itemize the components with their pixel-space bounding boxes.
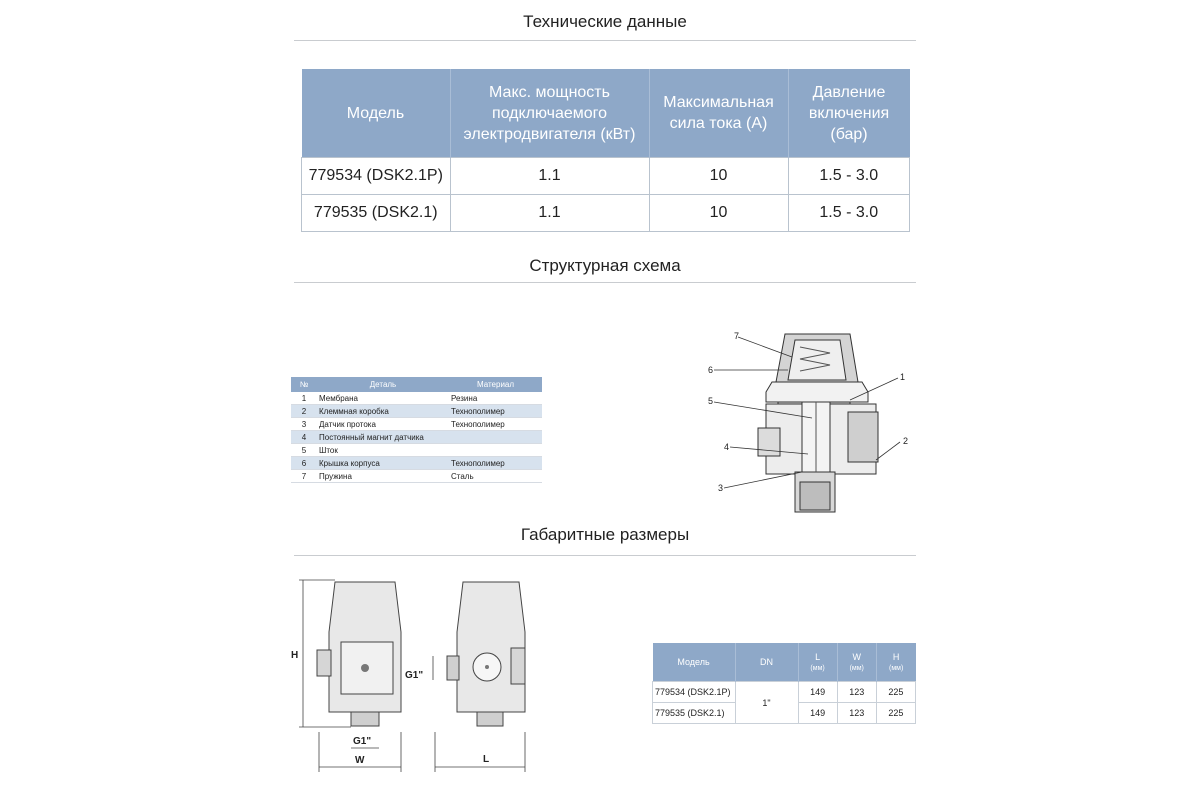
part-number: 1 xyxy=(291,392,317,405)
col-current: Максимальная сила тока (А) xyxy=(649,69,788,158)
table-row xyxy=(653,682,916,703)
tech-divider xyxy=(294,40,916,41)
dim-label-l: L xyxy=(483,754,490,765)
cell-w: 123 xyxy=(837,682,876,703)
dimensions-section-title: Габаритные размеры xyxy=(520,525,690,544)
table-row xyxy=(291,431,542,444)
cell-pressure: 1.5 - 3.0 xyxy=(788,158,910,195)
cell-current: 10 xyxy=(649,195,788,232)
col-w xyxy=(837,643,876,682)
col-model: Модель xyxy=(653,643,736,682)
structure-section-title: Структурная схема xyxy=(529,256,681,275)
tech-section-title: Технические данные xyxy=(523,12,687,31)
cell-model: 779534 (DSK2.1P) xyxy=(302,158,451,195)
table-row xyxy=(291,418,542,431)
part-number: 7 xyxy=(291,470,317,483)
parts-table xyxy=(291,377,542,483)
part-number: 6 xyxy=(291,457,317,470)
callout-3: 3 xyxy=(718,483,724,493)
part-material xyxy=(449,431,542,444)
table-row xyxy=(302,195,910,232)
callout-7: 7 xyxy=(734,331,740,341)
col-material: Материал xyxy=(449,377,542,392)
part-material: Резина xyxy=(449,392,542,405)
dim-label-g-side: G1" xyxy=(405,670,424,681)
cell-h: 225 xyxy=(876,682,915,703)
callout-5: 5 xyxy=(708,396,714,406)
col-l xyxy=(798,643,837,682)
cell-model: 779535 (DSK2.1) xyxy=(653,703,736,724)
structure-divider xyxy=(294,282,916,283)
cell-model: 779534 (DSK2.1P) xyxy=(653,682,736,703)
callout-1: 1 xyxy=(900,372,906,382)
col-number: № xyxy=(291,377,317,392)
callout-4: 4 xyxy=(724,442,730,452)
cell-power: 1.1 xyxy=(450,158,649,195)
col-part: Деталь xyxy=(317,377,449,392)
dims-header-row xyxy=(653,643,916,682)
cell-l: 149 xyxy=(798,703,837,724)
cell-l: 149 xyxy=(798,682,837,703)
part-material: Технополимер xyxy=(449,405,542,418)
dim-label-g-bottom: G1" xyxy=(353,736,372,747)
part-material: Технополимер xyxy=(449,457,542,470)
cell-dn: 1" xyxy=(735,682,798,724)
cell-w: 123 xyxy=(837,703,876,724)
cell-power: 1.1 xyxy=(450,195,649,232)
callout-6: 6 xyxy=(708,365,714,375)
tech-data-table xyxy=(301,69,910,232)
col-l-unit: (мм) xyxy=(810,665,825,672)
part-material: Сталь xyxy=(449,470,542,483)
col-pressure: Давление включения (бар) xyxy=(788,69,910,158)
table-row xyxy=(302,158,910,195)
table-row xyxy=(291,457,542,470)
cell-pressure: 1.5 - 3.0 xyxy=(788,195,910,232)
dimensions-divider xyxy=(294,555,916,556)
table-row xyxy=(291,470,542,483)
col-h xyxy=(876,643,915,682)
table-row xyxy=(291,444,542,457)
table-row xyxy=(291,392,542,405)
col-h-label: H xyxy=(892,652,900,662)
part-number: 5 xyxy=(291,444,317,457)
dim-label-h: H xyxy=(291,650,299,661)
col-h-unit: (мм) xyxy=(889,665,904,672)
part-name: Клеммная коробка xyxy=(317,405,449,418)
col-w-label: W xyxy=(852,652,861,662)
part-number: 4 xyxy=(291,431,317,444)
part-name: Мембрана xyxy=(317,392,449,405)
part-number: 3 xyxy=(291,418,317,431)
part-name: Датчик протока xyxy=(317,418,449,431)
col-dn: DN xyxy=(735,643,798,682)
part-name: Крышка корпуса xyxy=(317,457,449,470)
dimensions-table xyxy=(652,643,916,724)
cell-current: 10 xyxy=(649,158,788,195)
cross-section-diagram xyxy=(700,322,920,522)
tech-header-row xyxy=(302,69,910,158)
parts-header-row xyxy=(291,377,542,392)
callout-2: 2 xyxy=(903,436,909,446)
col-power: Макс. мощность подключаемого электродвигателя (кВт) xyxy=(450,69,649,158)
dim-label-w: W xyxy=(355,755,365,766)
dimension-drawing xyxy=(285,572,545,777)
part-material xyxy=(449,444,542,457)
part-name: Шток xyxy=(317,444,449,457)
table-row xyxy=(291,405,542,418)
part-name: Постоянный магнит датчика xyxy=(317,431,449,444)
col-model: Модель xyxy=(302,69,451,158)
cell-h: 225 xyxy=(876,703,915,724)
cell-model: 779535 (DSK2.1) xyxy=(302,195,451,232)
part-name: Пружина xyxy=(317,470,449,483)
col-l-label: L xyxy=(815,652,821,662)
col-w-unit: (мм) xyxy=(849,665,864,672)
part-number: 2 xyxy=(291,405,317,418)
part-material: Технополимер xyxy=(449,418,542,431)
